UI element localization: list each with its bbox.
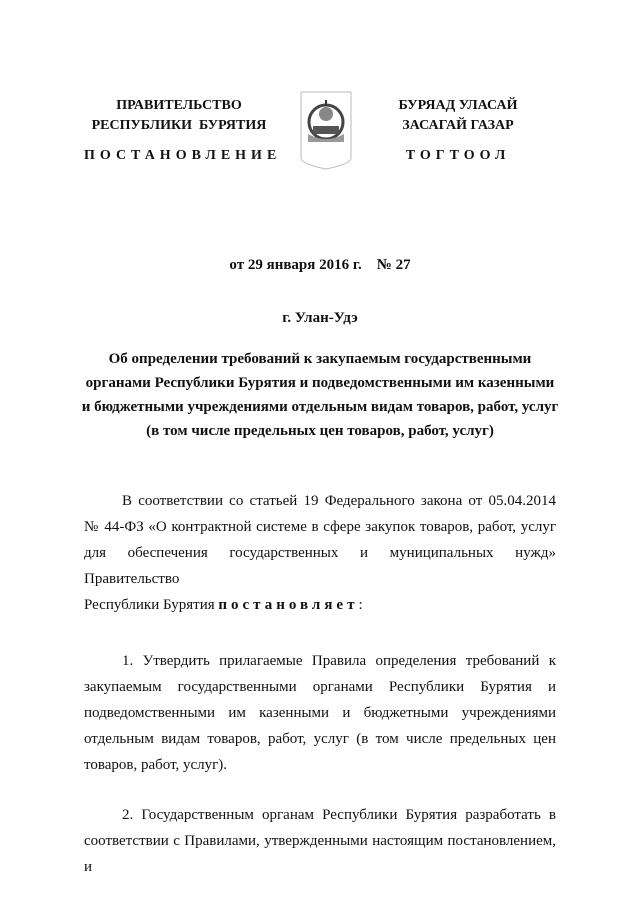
doc-type: ПОСТАНОВЛЕНИЕ	[84, 148, 282, 163]
city: г. Улан-Удэ	[282, 310, 358, 326]
title-line: (в том числе предельных цен товаров, работ, услуг)	[146, 423, 494, 439]
document-body	[76, 253, 564, 880]
item-1-paragraph	[76, 648, 564, 778]
body-line: 1. Утвердить прилагаемые Правила определения требований к	[122, 653, 556, 669]
body-line: 2. Государственным органам Республики Бурятия разработать в	[122, 807, 556, 823]
doc-type: ТОГТООЛ	[405, 148, 511, 163]
header-left	[84, 96, 282, 166]
resolves-word: постановляет	[218, 597, 359, 613]
body-line: № 44-ФЗ «О контрактной системе в сфере закупок товаров, работ, услуг	[84, 519, 556, 535]
document-title	[76, 347, 564, 443]
title-line: Об определении требований к закупаемым государственными	[108, 351, 532, 367]
title-line: и бюджетными учреждениями отдельным видам товаров, работ, услуг	[81, 399, 559, 415]
header-right	[378, 96, 538, 166]
body-line: подведомственными им казенными и бюджетными учреждениями	[84, 705, 556, 721]
org-name-line: РЕСПУБЛИКИ БУРЯТИЯ	[91, 118, 267, 133]
org-name-line: ПРАВИТЕЛЬСТВО	[116, 98, 242, 113]
text: Республики Бурятия	[84, 597, 219, 613]
body-line: В соответствии со статьей 19 Федерального закона от 05.04.2014	[122, 493, 556, 509]
body-line: соответствии с Правилами, утвержденными настоящим постановлением, и	[84, 833, 556, 875]
coat-of-arms-emblem	[299, 90, 353, 170]
body-line: товаров, работ, услуг).	[84, 757, 228, 773]
body-line	[84, 592, 556, 618]
title-line: органами Республики Бурятия и подведомственными им казенными	[85, 375, 555, 391]
text: :	[358, 597, 363, 613]
org-name-line: ЗАСАГАЙ ГАЗАР	[402, 118, 514, 133]
date-number: от 29 января 2016 г. № 27	[229, 257, 411, 273]
body-line: для обеспечения государственных и муниципальных нужд» Правительство	[84, 545, 556, 587]
body-line: закупаемым государственными органами Республики Бурятия и	[84, 679, 556, 695]
item-2-paragraph	[76, 802, 564, 880]
org-name-line: БУРЯАД УЛАСАЙ	[398, 98, 518, 113]
preamble-paragraph	[76, 488, 564, 618]
body-line: отдельным видам товаров, работ, услуг (в том числе предельных цен	[84, 731, 556, 747]
